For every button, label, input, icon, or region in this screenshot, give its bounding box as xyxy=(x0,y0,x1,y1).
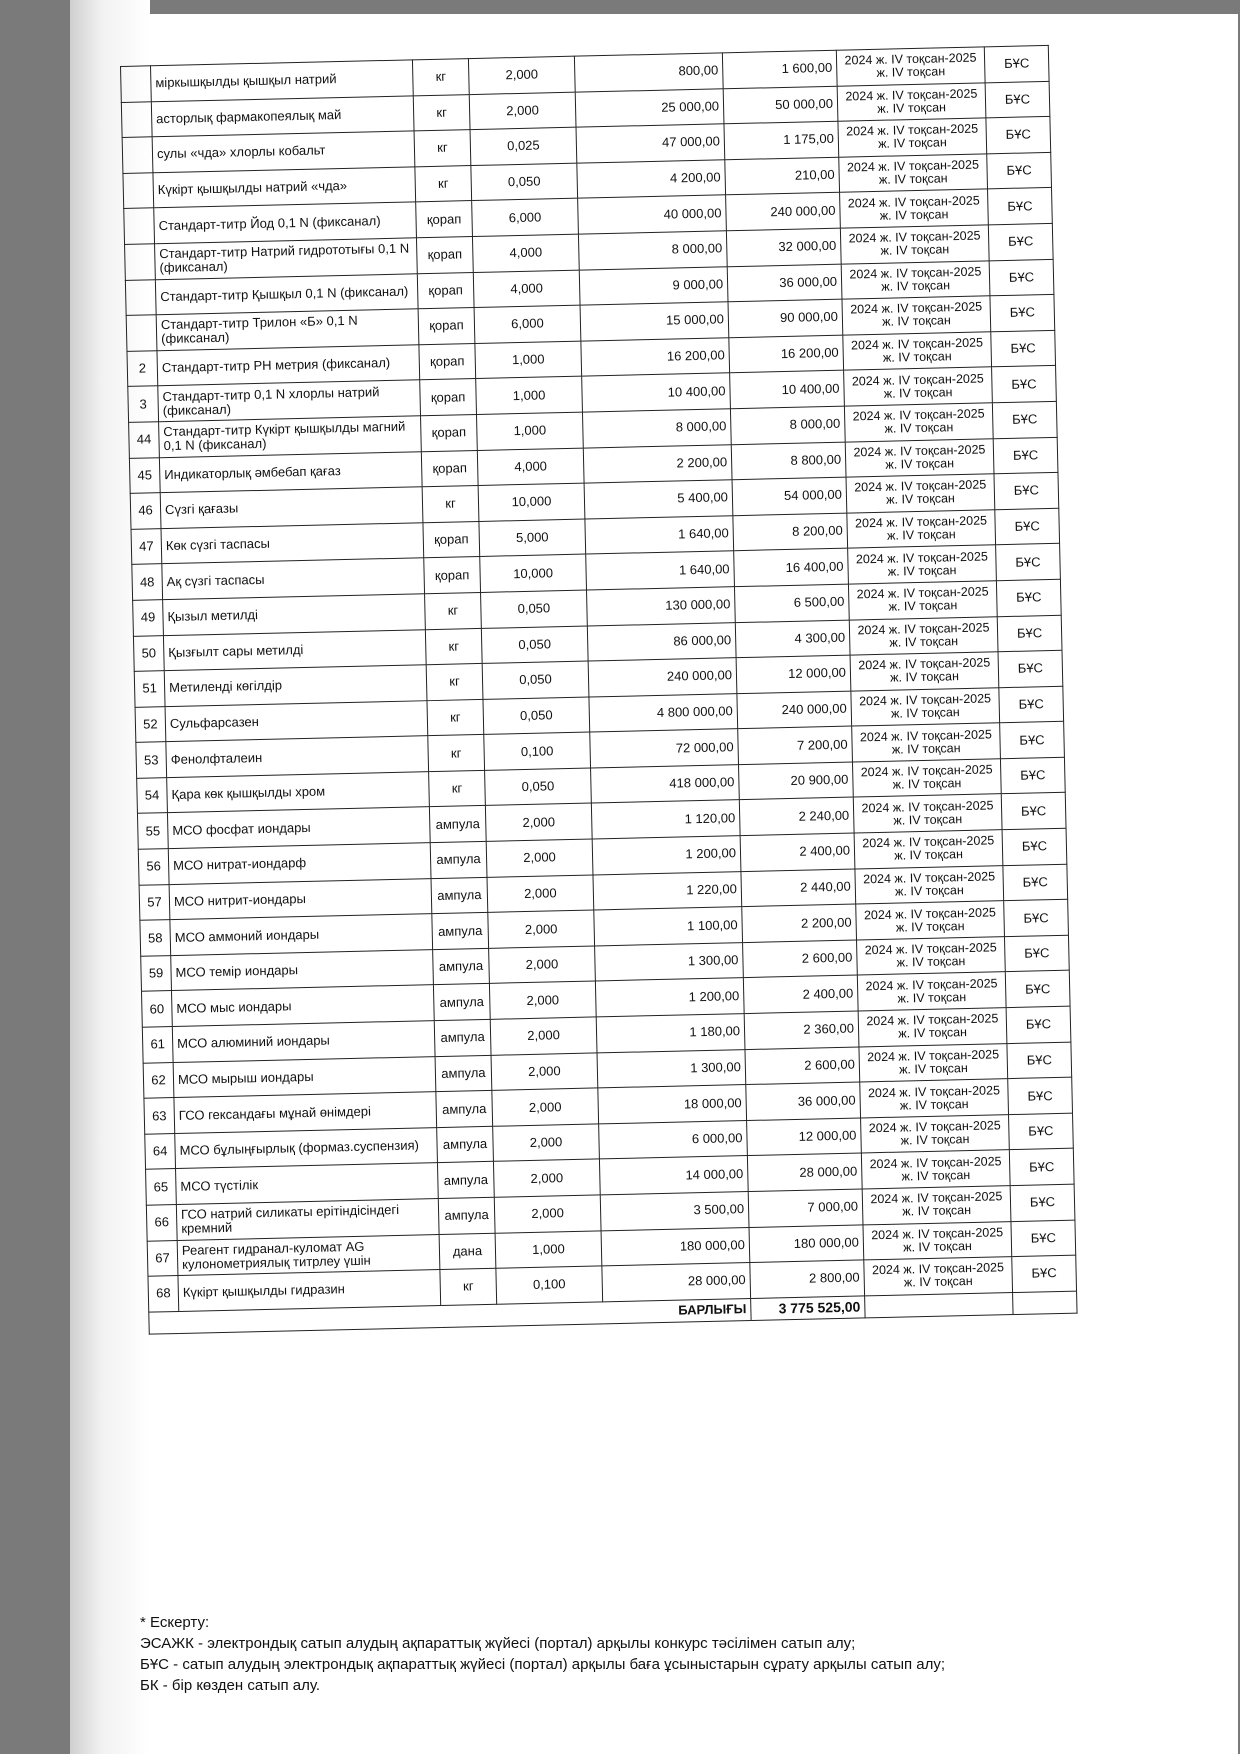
total-amount-cell: 7 200,00 xyxy=(738,726,853,764)
item-name-cell: Стандарт-титр Трилон «Б» 0,1 N (фиксанал) xyxy=(156,309,419,351)
quantity-cell: 2,000 xyxy=(490,1017,597,1055)
delivery-period-cell: 2024 ж. IV тоқсан-2025 ж. IV тоқсан xyxy=(852,723,1001,762)
total-amount-cell: 20 900,00 xyxy=(739,762,854,800)
unit-of-measure-cell: ампула xyxy=(435,1055,492,1092)
quantity-cell: 2,000 xyxy=(468,56,575,94)
quantity-cell: 2,000 xyxy=(493,1124,600,1162)
item-name-cell: Стандарт-титр 0,1 N хлорлы натрий (фиксанал) xyxy=(158,380,421,422)
total-amount-cell: 10 400,00 xyxy=(730,371,845,409)
row-number-cell xyxy=(124,208,155,244)
delivery-period-cell: 2024 ж. IV тоқсан-2025 ж. IV тоқсан xyxy=(839,154,988,193)
unit-of-measure-cell: ампула xyxy=(437,1162,494,1199)
delivery-period-cell: 2024 ж. IV тоқсан-2025 ж. IV тоқсан xyxy=(850,652,999,691)
quantity-cell: 6,000 xyxy=(474,305,581,343)
quantity-cell: 2,000 xyxy=(469,92,576,130)
row-number-cell: 50 xyxy=(133,635,164,671)
total-amount-cell: 2 360,00 xyxy=(744,1011,859,1049)
total-method-blank xyxy=(1013,1291,1077,1314)
item-name-cell: Қызыл метилді xyxy=(163,594,426,636)
item-name-cell: асторлық фармакопеялық май xyxy=(151,95,414,137)
quantity-cell: 2,000 xyxy=(489,981,596,1019)
delivery-period-cell: 2024 ж. IV тоқсан-2025 ж. IV тоқсан xyxy=(840,225,989,264)
unit-price-cell: 240 000,00 xyxy=(588,658,737,697)
unit-price-cell: 10 400,00 xyxy=(582,373,731,412)
procurement-method-cell: БҰС xyxy=(992,366,1057,403)
quantity-cell: 0,050 xyxy=(485,768,592,806)
total-blank-cell xyxy=(149,1311,179,1334)
procurement-method-cell: БҰС xyxy=(992,401,1057,438)
row-number-cell: 54 xyxy=(137,777,168,813)
row-number-cell: 3 xyxy=(128,386,159,422)
procurement-method-cell: БҰС xyxy=(986,117,1051,154)
quantity-cell: 2,000 xyxy=(486,839,593,877)
total-amount-cell: 2 600,00 xyxy=(745,1047,860,1085)
delivery-period-cell: 2024 ж. IV тоқсан-2025 ж. IV тоқсан xyxy=(852,759,1001,798)
note-bk: БК - бір көзден сатып алу. xyxy=(140,1677,321,1694)
delivery-period-cell: 2024 ж. IV тоқсан-2025 ж. IV тоқсан xyxy=(857,972,1006,1011)
total-amount-cell: 16 200,00 xyxy=(729,335,844,373)
unit-price-cell: 18 000,00 xyxy=(598,1085,747,1124)
quantity-cell: 2,000 xyxy=(485,803,592,841)
unit-price-cell: 1 180,00 xyxy=(596,1014,745,1053)
item-name-cell: МСО түстілік xyxy=(176,1163,439,1205)
total-label: БАРЛЫҒЫ xyxy=(179,1298,751,1333)
procurement-method-cell: БҰС xyxy=(988,223,1053,260)
total-amount-cell: 32 000,00 xyxy=(726,228,841,266)
unit-price-cell: 16 200,00 xyxy=(581,338,730,377)
delivery-period-cell: 2024 ж. IV тоқсан-2025 ж. IV тоқсан xyxy=(845,438,994,477)
unit-price-cell: 3 500,00 xyxy=(600,1192,749,1231)
delivery-period-cell: 2024 ж. IV тоқсан-2025 ж. IV тоқсан xyxy=(841,260,990,299)
unit-price-cell: 1 640,00 xyxy=(586,551,735,590)
row-number-cell: 63 xyxy=(144,1098,175,1134)
unit-of-measure-cell: қорап xyxy=(416,237,473,274)
procurement-table xyxy=(120,45,1078,1335)
item-name-cell: Ақ сүзгі таспасы xyxy=(162,558,425,600)
item-name-cell: МСО бұлыңғырлық (формаз.суспензия) xyxy=(175,1127,438,1169)
row-number-cell: 56 xyxy=(138,849,169,885)
item-name-cell: Стандарт-титр Қышқыл 0,1 N (фиксанал) xyxy=(155,273,418,315)
unit-of-measure-cell: кг xyxy=(415,165,472,202)
total-amount-cell: 8 000,00 xyxy=(730,406,845,444)
total-amount-cell: 36 000,00 xyxy=(746,1082,861,1120)
row-number-cell: 59 xyxy=(141,955,172,991)
procurement-method-cell: БҰС xyxy=(984,45,1049,82)
unit-of-measure-cell: ампула xyxy=(438,1197,495,1234)
unit-of-measure-cell: қорап xyxy=(420,379,477,416)
delivery-period-cell: 2024 ж. IV тоқсан-2025 ж. IV тоқсан xyxy=(844,403,993,442)
unit-of-measure-cell: ампула xyxy=(433,984,490,1021)
quantity-cell: 5,000 xyxy=(479,519,586,557)
quantity-cell: 2,000 xyxy=(493,1159,600,1197)
unit-price-cell: 2 200,00 xyxy=(583,444,732,483)
unit-price-cell: 1 200,00 xyxy=(592,836,741,875)
item-name-cell: МСО нитрит-иондары xyxy=(169,878,432,920)
row-number-cell: 65 xyxy=(146,1169,177,1205)
notes-block xyxy=(140,1612,1140,1696)
procurement-method-cell: БҰС xyxy=(991,330,1056,367)
item-name-cell: МСО мыс иондары xyxy=(171,985,434,1027)
total-amount-cell: 4 300,00 xyxy=(735,620,850,658)
procurement-method-cell: БҰС xyxy=(1009,1149,1074,1186)
row-number-cell: 48 xyxy=(132,564,163,600)
quantity-cell: 1,000 xyxy=(476,412,583,450)
unit-of-measure-cell: қорап xyxy=(423,521,480,558)
delivery-period-cell: 2024 ж. IV тоқсан-2025 ж. IV тоқсан xyxy=(859,1043,1008,1082)
unit-of-measure-cell: кг xyxy=(413,94,470,131)
item-name-cell: Индикаторлық әмбебап қағаз xyxy=(159,451,422,493)
delivery-period-cell: 2024 ж. IV тоқсан-2025 ж. IV тоқсан xyxy=(846,474,995,513)
total-amount-cell: 2 240,00 xyxy=(739,798,854,836)
delivery-period-cell: 2024 ж. IV тоқсан-2025 ж. IV тоқсан xyxy=(847,509,996,548)
procurement-table-wrapper xyxy=(120,45,1078,1335)
unit-price-cell: 8 000,00 xyxy=(578,231,727,270)
quantity-cell: 1,000 xyxy=(475,341,582,379)
unit-price-cell: 1 640,00 xyxy=(585,515,734,554)
procurement-method-cell: БҰС xyxy=(1003,864,1068,901)
total-amount-cell: 50 000,00 xyxy=(723,86,838,124)
delivery-period-cell: 2024 ж. IV тоқсан-2025 ж. IV тоқсан xyxy=(836,47,985,86)
row-number-cell: 60 xyxy=(142,991,173,1027)
procurement-method-cell: БҰС xyxy=(1005,971,1070,1008)
row-number-cell xyxy=(121,66,152,102)
unit-of-measure-cell: ампула xyxy=(434,1019,491,1056)
delivery-period-cell: 2024 ж. IV тоқсан-2025 ж. IV тоқсан xyxy=(860,1079,1009,1118)
procurement-method-cell: БҰС xyxy=(1010,1184,1075,1221)
quantity-cell: 0,025 xyxy=(470,127,577,165)
unit-of-measure-cell: кг xyxy=(427,699,484,736)
procurement-method-cell: БҰС xyxy=(997,615,1062,652)
item-name-cell: Стандарт-титр Натрий гидрототығы 0,1 N (фиксанал) xyxy=(155,238,418,280)
total-amount-cell: 28 000,00 xyxy=(747,1153,862,1191)
unit-price-cell: 418 000,00 xyxy=(591,765,740,804)
item-name-cell: Қара көк қышқылды хром xyxy=(167,772,430,814)
quantity-cell: 0,100 xyxy=(496,1266,603,1304)
item-name-cell: сулы «чда» хлорлы кобальт xyxy=(152,131,415,173)
total-amount-cell: 7 000,00 xyxy=(748,1189,863,1227)
row-number-cell xyxy=(126,315,157,351)
quantity-cell: 4,000 xyxy=(477,448,584,486)
delivery-period-cell: 2024 ж. IV тоқсан-2025 ж. IV тоқсан xyxy=(854,830,1003,869)
procurement-method-cell: БҰС xyxy=(1008,1077,1073,1114)
unit-of-measure-cell: қорап xyxy=(424,557,481,594)
note-esazhk: ЭСАЖК - электрондық сатып алудың ақпараттық жүйесі (портал) арқылы конкурс тәсілімен сатып алу; xyxy=(140,1635,856,1652)
item-name-cell: ГСО натрий силикаты ерітіндісіндегі кремний xyxy=(176,1199,439,1241)
delivery-period-cell: 2024 ж. IV тоқсан-2025 ж. IV тоқсан xyxy=(863,1221,1012,1260)
procurement-method-cell: БҰС xyxy=(1004,899,1069,936)
item-name-cell: ГСО гександағы мұнай өнімдері xyxy=(174,1092,437,1134)
item-name-cell: Күкірт қышқылды гидразин xyxy=(178,1270,441,1312)
unit-of-measure-cell: қорап xyxy=(418,308,475,345)
total-amount-cell: 6 500,00 xyxy=(734,584,849,622)
unit-price-cell: 5 400,00 xyxy=(584,480,733,519)
total-amount-cell: 2 400,00 xyxy=(743,975,858,1013)
unit-of-measure-cell: қорап xyxy=(416,201,473,238)
procurement-method-cell: БҰС xyxy=(989,259,1054,296)
unit-of-measure-cell: кг xyxy=(426,664,483,701)
delivery-period-cell: 2024 ж. IV тоқсан-2025 ж. IV тоқсан xyxy=(851,687,1000,726)
quantity-cell: 0,050 xyxy=(481,626,588,664)
total-amount-cell: 12 000,00 xyxy=(747,1118,862,1156)
row-number-cell: 61 xyxy=(142,1027,173,1063)
unit-price-cell: 15 000,00 xyxy=(580,302,729,341)
unit-of-measure-cell: кг xyxy=(440,1268,497,1305)
row-number-cell: 49 xyxy=(133,600,164,636)
row-number-cell: 47 xyxy=(131,528,162,564)
row-number-cell: 2 xyxy=(127,350,158,386)
row-number-cell: 64 xyxy=(145,1133,176,1169)
total-amount-cell: 90 000,00 xyxy=(728,299,843,337)
quantity-cell: 4,000 xyxy=(473,270,580,308)
quantity-cell: 10,000 xyxy=(480,554,587,592)
procurement-method-cell: БҰС xyxy=(1009,1113,1074,1150)
unit-of-measure-cell: ампула xyxy=(433,948,490,985)
item-name-cell: МСО нитрат-иондарф xyxy=(168,843,431,885)
total-amount-cell: 240 000,00 xyxy=(726,193,841,231)
procurement-method-cell: БҰС xyxy=(985,81,1050,118)
unit-of-measure-cell: ампула xyxy=(432,913,489,950)
delivery-period-cell: 2024 ж. IV тоқсан-2025 ж. IV тоқсан xyxy=(861,1114,1010,1153)
unit-price-cell: 1 220,00 xyxy=(593,871,742,910)
total-amount-cell: 1 600,00 xyxy=(722,50,837,88)
delivery-period-cell: 2024 ж. IV тоқсан-2025 ж. IV тоқсан xyxy=(857,937,1006,976)
procurement-method-cell: БҰС xyxy=(993,437,1058,474)
unit-of-measure-cell: кг xyxy=(422,486,479,523)
item-name-cell: Қызғылт сары метилді xyxy=(163,629,426,671)
row-number-cell: 68 xyxy=(148,1276,179,1312)
procurement-method-cell: БҰС xyxy=(1007,1042,1072,1079)
unit-price-cell: 47 000,00 xyxy=(576,124,725,163)
delivery-period-cell: 2024 ж. IV тоқсан-2025 ж. IV тоқсан xyxy=(837,82,986,121)
delivery-period-cell: 2024 ж. IV тоқсан-2025 ж. IV тоқсан xyxy=(842,296,991,335)
row-number-cell: 44 xyxy=(129,422,160,458)
total-amount-cell: 210,00 xyxy=(725,157,840,195)
row-number-cell: 52 xyxy=(135,706,166,742)
procurement-method-cell: БҰС xyxy=(996,579,1061,616)
unit-of-measure-cell: ампула xyxy=(430,841,487,878)
unit-of-measure-cell: қорап xyxy=(421,414,478,451)
total-amount-cell: 2 800,00 xyxy=(750,1260,865,1298)
total-amount-cell: 8 800,00 xyxy=(731,442,846,480)
unit-of-measure-cell: кг xyxy=(412,59,469,96)
quantity-cell: 4,000 xyxy=(472,234,579,272)
total-amount-cell: 12 000,00 xyxy=(736,655,851,693)
delivery-period-cell: 2024 ж. IV тоқсан-2025 ж. IV тоқсан xyxy=(848,545,997,584)
quantity-cell: 1,000 xyxy=(476,376,583,414)
quantity-cell: 0,050 xyxy=(481,590,588,628)
row-number-cell: 45 xyxy=(129,457,160,493)
quantity-cell: 2,000 xyxy=(494,1195,601,1233)
unit-of-measure-cell: кг xyxy=(425,592,482,629)
unit-price-cell: 1 300,00 xyxy=(595,942,744,981)
procurement-method-cell: БҰС xyxy=(998,650,1063,687)
procurement-method-cell: БҰС xyxy=(1001,793,1066,830)
row-number-cell: 57 xyxy=(139,884,170,920)
total-value: 3 775 525,00 xyxy=(751,1296,865,1321)
unit-price-cell: 9 000,00 xyxy=(579,266,728,305)
total-amount-cell: 54 000,00 xyxy=(732,477,847,515)
quantity-cell: 0,050 xyxy=(471,163,578,201)
quantity-cell: 1,000 xyxy=(495,1230,602,1268)
total-amount-cell: 8 200,00 xyxy=(733,513,848,551)
total-amount-cell: 240 000,00 xyxy=(737,691,852,729)
procurement-method-cell: БҰС xyxy=(1006,1006,1071,1043)
unit-price-cell: 8 000,00 xyxy=(582,409,731,448)
procurement-method-cell: БҰС xyxy=(987,152,1052,189)
total-amount-cell: 180 000,00 xyxy=(749,1225,864,1263)
quantity-cell: 10,000 xyxy=(478,483,585,521)
unit-of-measure-cell: ампула xyxy=(431,877,488,914)
unit-of-measure-cell: кг xyxy=(414,130,471,167)
quantity-cell: 0,100 xyxy=(484,732,591,770)
procurement-table-body xyxy=(121,45,1078,1334)
delivery-period-cell: 2024 ж. IV тоқсан-2025 ж. IV тоқсан xyxy=(844,367,993,406)
unit-of-measure-cell: дана xyxy=(439,1233,496,1270)
item-name-cell: Стандарт-титр Йод 0,1 N (фиксанал) xyxy=(154,202,417,244)
row-number-cell: 55 xyxy=(137,813,168,849)
item-name-cell: Сүзгі қағазы xyxy=(160,487,423,529)
unit-of-measure-cell: қорап xyxy=(419,343,476,380)
procurement-method-cell: БҰС xyxy=(990,295,1055,332)
unit-price-cell: 130 000,00 xyxy=(587,587,736,626)
unit-price-cell: 4 800 000,00 xyxy=(589,693,738,732)
quantity-cell: 0,050 xyxy=(482,661,589,699)
total-amount-cell: 2 600,00 xyxy=(743,940,858,978)
unit-price-cell: 14 000,00 xyxy=(599,1156,748,1195)
total-period-blank xyxy=(865,1292,1013,1317)
row-number-cell: 67 xyxy=(147,1240,178,1276)
row-number-cell: 58 xyxy=(140,920,171,956)
unit-price-cell: 28 000,00 xyxy=(602,1263,751,1302)
delivery-period-cell: 2024 ж. IV тоқсан-2025 ж. IV тоқсан xyxy=(848,581,997,620)
delivery-period-cell: 2024 ж. IV тоқсан-2025 ж. IV тоқсан xyxy=(858,1008,1007,1047)
quantity-cell: 2,000 xyxy=(488,910,595,948)
total-amount-cell: 1 175,00 xyxy=(724,121,839,159)
delivery-period-cell: 2024 ж. IV тоқсан-2025 ж. IV тоқсан xyxy=(843,332,992,371)
delivery-period-cell: 2024 ж. IV тоқсан-2025 ж. IV тоқсан xyxy=(864,1257,1013,1296)
unit-price-cell: 40 000,00 xyxy=(578,195,727,234)
unit-price-cell: 180 000,00 xyxy=(601,1227,750,1266)
row-number-cell xyxy=(123,173,154,209)
procurement-method-cell: БҰС xyxy=(1000,722,1065,759)
item-name-cell: Сульфарсазен xyxy=(165,700,428,742)
item-name-cell: МСО аммоний иондары xyxy=(170,914,433,956)
row-number-cell xyxy=(125,244,156,280)
total-amount-cell: 2 440,00 xyxy=(741,869,856,907)
total-amount-cell: 36 000,00 xyxy=(727,264,842,302)
quantity-cell: 2,000 xyxy=(487,875,594,913)
note-heading: * Ескерту: xyxy=(140,1614,210,1631)
total-amount-cell: 2 200,00 xyxy=(742,904,857,942)
unit-price-cell: 72 000,00 xyxy=(590,729,739,768)
row-number-cell: 51 xyxy=(134,671,165,707)
delivery-period-cell: 2024 ж. IV тоқсан-2025 ж. IV тоқсан xyxy=(840,189,989,228)
unit-of-measure-cell: кг xyxy=(425,628,482,665)
row-number-cell xyxy=(125,279,156,315)
quantity-cell: 2,000 xyxy=(491,1053,598,1091)
unit-of-measure-cell: ампула xyxy=(437,1126,494,1163)
total-amount-cell: 2 400,00 xyxy=(740,833,855,871)
procurement-method-cell: БҰС xyxy=(1002,828,1067,865)
unit-price-cell: 800,00 xyxy=(574,53,723,92)
procurement-method-cell: БҰС xyxy=(999,686,1064,723)
procurement-method-cell: БҰС xyxy=(1004,935,1069,972)
row-number-cell xyxy=(122,137,153,173)
quantity-cell: 0,050 xyxy=(483,697,590,735)
item-name-cell: Фенолфталеин xyxy=(166,736,429,778)
procurement-method-cell: БҰС xyxy=(988,188,1053,225)
unit-price-cell: 1 300,00 xyxy=(597,1049,746,1088)
item-name-cell: МСО алюминий иондары xyxy=(172,1021,435,1063)
item-name-cell: міркышқылды қышқыл натрий xyxy=(151,60,414,102)
procurement-method-cell: БҰС xyxy=(996,544,1061,581)
item-name-cell: Метиленді көгілдір xyxy=(164,665,427,707)
unit-price-cell: 4 200,00 xyxy=(577,160,726,199)
row-number-cell: 62 xyxy=(143,1062,174,1098)
unit-price-cell: 6 000,00 xyxy=(599,1120,748,1159)
item-name-cell: Күкірт қышқылды натрий «чда» xyxy=(153,167,416,209)
item-name-cell: Көк сүзгі таспасы xyxy=(161,522,424,564)
note-bus: БҰС - сатып алудың электрондық ақпараттық жүйесі (портал) арқылы баға ұсыныстарын сұрату арқылы сатып алу; xyxy=(140,1656,946,1673)
item-name-cell: МСО мырыш иондары xyxy=(173,1056,436,1098)
item-name-cell: Реагент гидранал-куломат AG кулонометриялық титрлеу үшін xyxy=(177,1234,440,1276)
unit-of-measure-cell: қорап xyxy=(421,450,478,487)
unit-of-measure-cell: ампула xyxy=(429,806,486,843)
row-number-cell: 46 xyxy=(130,493,161,529)
row-number-cell: 53 xyxy=(136,742,167,778)
delivery-period-cell: 2024 ж. IV тоқсан-2025 ж. IV тоқсан xyxy=(853,794,1002,833)
delivery-period-cell: 2024 ж. IV тоқсан-2025 ж. IV тоқсан xyxy=(856,901,1005,940)
delivery-period-cell: 2024 ж. IV тоқсан-2025 ж. IV тоқсан xyxy=(849,616,998,655)
quantity-cell: 2,000 xyxy=(489,946,596,984)
unit-of-measure-cell: кг xyxy=(429,770,486,807)
unit-price-cell: 25 000,00 xyxy=(575,88,724,127)
unit-price-cell: 1 120,00 xyxy=(591,800,740,839)
procurement-method-cell: БҰС xyxy=(994,472,1059,509)
item-name-cell: МСО фосфат иондары xyxy=(167,807,430,849)
unit-of-measure-cell: ампула xyxy=(436,1091,493,1128)
delivery-period-cell: 2024 ж. IV тоқсан-2025 ж. IV тоқсан xyxy=(861,1150,1010,1189)
quantity-cell: 2,000 xyxy=(492,1088,599,1126)
quantity-cell: 6,000 xyxy=(472,199,579,237)
item-name-cell: Стандарт-титр РН метрия (фиксанал) xyxy=(157,345,420,387)
unit-price-cell: 1 200,00 xyxy=(595,978,744,1017)
unit-of-measure-cell: қорап xyxy=(417,272,474,309)
row-number-cell: 66 xyxy=(146,1205,177,1241)
delivery-period-cell: 2024 ж. IV тоқсан-2025 ж. IV тоқсан xyxy=(862,1186,1011,1225)
unit-of-measure-cell: кг xyxy=(428,735,485,772)
procurement-method-cell: БҰС xyxy=(1011,1220,1076,1257)
unit-price-cell: 1 100,00 xyxy=(594,907,743,946)
item-name-cell: Стандарт-титр Күкірт қышқылды магний 0,1 N (фиксанал) xyxy=(159,416,422,458)
total-amount-cell: 16 400,00 xyxy=(734,548,849,586)
delivery-period-cell: 2024 ж. IV тоқсан-2025 ж. IV тоқсан xyxy=(838,118,987,157)
procurement-method-cell: БҰС xyxy=(1000,757,1065,794)
unit-price-cell: 86 000,00 xyxy=(587,622,736,661)
procurement-method-cell: БҰС xyxy=(995,508,1060,545)
row-number-cell xyxy=(121,101,152,137)
procurement-method-cell: БҰС xyxy=(1012,1255,1077,1292)
item-name-cell: МСО темір иондары xyxy=(171,949,434,991)
delivery-period-cell: 2024 ж. IV тоқсан-2025 ж. IV тоқсан xyxy=(855,865,1004,904)
